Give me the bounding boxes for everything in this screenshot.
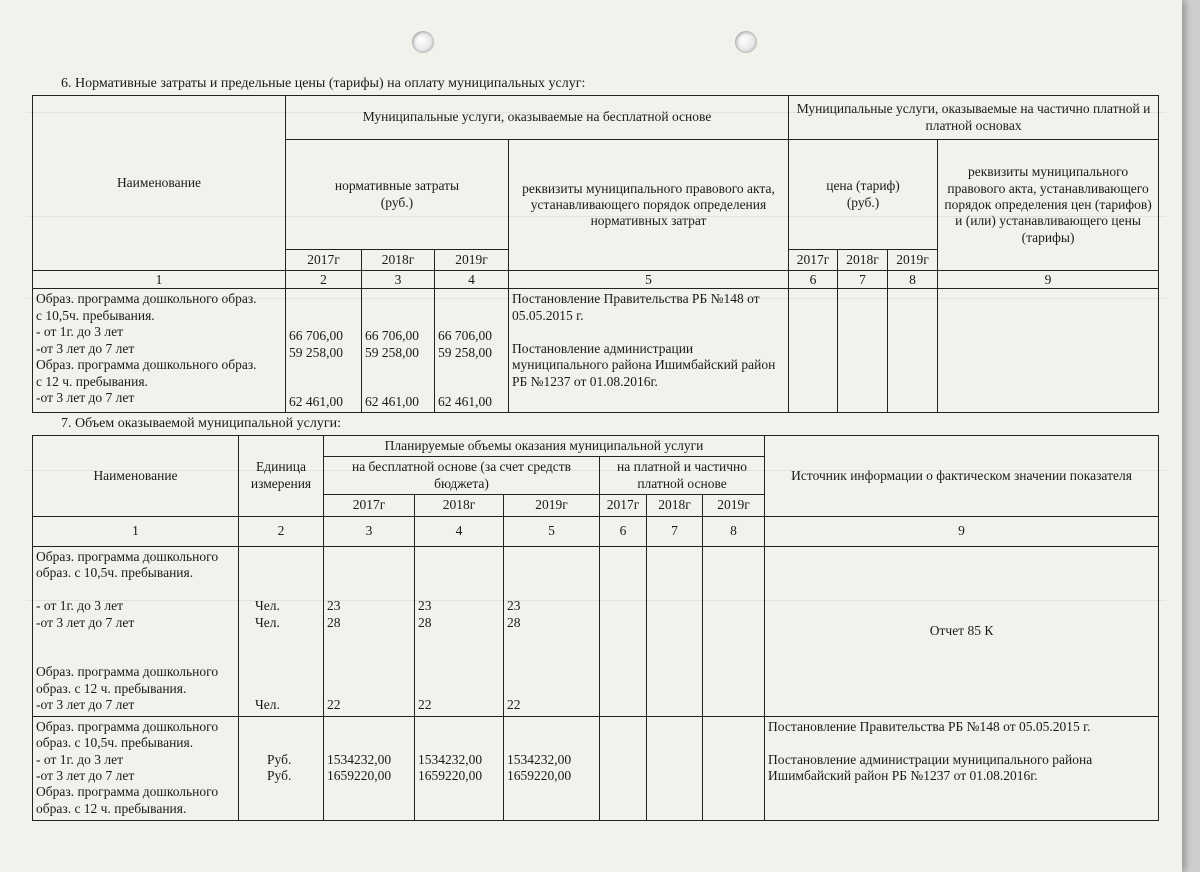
header-paid-year-2017: 2017г <box>600 495 647 516</box>
header-price-year-2018: 2018г <box>838 250 888 271</box>
column-number: 2 <box>239 516 324 546</box>
header-price: цена (тариф) (руб.) <box>789 140 938 250</box>
header-paid-year-2018: 2018г <box>647 495 703 516</box>
price-requisites <box>938 289 1159 413</box>
cost-row-name: Образ. программа дошкольного образ. с 10,5ч. пребывания. - от 1г. до 3 лет -от 3 лет до 7 лет Образ. программа дошкольного образ. с 12 ч. пребывания. <box>33 716 239 820</box>
column-number: 8 <box>703 516 765 546</box>
volume-2018: 23 28 22 <box>415 546 504 716</box>
section6-heading: 6. Нормативные затраты и предельные цены (тарифы) на оплату муниципальных услуг: <box>61 76 586 91</box>
norm-cost-2018: 66 706,00 59 258,00 62 461,00 <box>362 289 435 413</box>
norm-requisites: Постановление Правительства РБ №148 от 05.05.2015 г. Постановление администрации муниципального района Ишимбайский район РБ №1237 от 01.08.2016г. <box>509 289 789 413</box>
volume-paid-2018 <box>647 546 703 716</box>
header-free-group: Муниципальные услуги, оказываемые на бесплатной основе <box>286 96 789 140</box>
cost-row-unit: Руб. Руб. <box>239 716 324 820</box>
column-number: 1 <box>33 516 239 546</box>
header-year-2017: 2017г <box>324 495 415 516</box>
norm-costs-table <box>32 95 1159 413</box>
cost-2017: 1534232,00 1659220,00 <box>324 716 415 820</box>
cost-paid-2017 <box>600 716 647 820</box>
cost-2019: 1534232,00 1659220,00 <box>504 716 600 820</box>
column-number: 3 <box>362 271 435 289</box>
column-number: 4 <box>435 271 509 289</box>
column-number: 4 <box>415 516 504 546</box>
volume-row-unit: Чел. Чел. Чел. <box>239 546 324 716</box>
volume-row-name: Образ. программа дошкольного образ. с 10,5ч. пребывания. - от 1г. до 3 лет -от 3 лет до 7 лет Образ. программа дошкольного образ. с 12 ч. пребывания. -от 3 лет до 7 лет <box>33 546 239 716</box>
service-volume-table <box>32 435 1159 821</box>
column-number: 2 <box>286 271 362 289</box>
column-number: 9 <box>938 271 1159 289</box>
header-norm-costs: нормативные затраты (руб.) <box>286 140 509 250</box>
header-norm-requisites: реквизиты муниципального правового акта, устанавливающего порядок определения нормативных затрат <box>509 140 789 271</box>
header-price-year-2019: 2019г <box>888 250 938 271</box>
header-year-2017: 2017г <box>286 250 362 271</box>
service-name: Образ. программа дошкольного образ. с 10,5ч. пребывания. - от 1г. до 3 лет -от 3 лет до 7 лет Образ. программа дошкольного образ. с 12 ч. пребывания. -от 3 лет до 7 лет <box>33 289 286 413</box>
price-2018 <box>838 289 888 413</box>
price-2019 <box>888 289 938 413</box>
section7-heading: 7. Объем оказываемой муниципальной услуги: <box>61 416 341 431</box>
header-planned: Планируемые объемы оказания муниципальной услуги <box>324 436 765 457</box>
column-number: 5 <box>504 516 600 546</box>
column-number: 7 <box>647 516 703 546</box>
norm-cost-2017: 66 706,00 59 258,00 62 461,00 <box>286 289 362 413</box>
header-price-requisites: реквизиты муниципального правового акта, устанавливающего порядок определения цен (тарифов) и (или) устанавливающего цены (тарифы) <box>938 140 1159 271</box>
header-year-2019: 2019г <box>435 250 509 271</box>
column-number: 6 <box>789 271 838 289</box>
volume-2017: 23 28 22 <box>324 546 415 716</box>
column-number: 8 <box>888 271 938 289</box>
cost-paid-2019 <box>703 716 765 820</box>
column-number: 3 <box>324 516 415 546</box>
column-number: 6 <box>600 516 647 546</box>
header-paid: на платной и частично платной основе <box>600 457 765 495</box>
volume-paid-2017 <box>600 546 647 716</box>
header-name: Наименование <box>33 96 286 271</box>
column-number: 1 <box>33 271 286 289</box>
header-year-2018: 2018г <box>415 495 504 516</box>
column-number: 7 <box>838 271 888 289</box>
volume-source: Отчет 85 К <box>765 546 1159 716</box>
volume-2019: 23 28 22 <box>504 546 600 716</box>
header-free: на бесплатной основе (за счет средств бюджета) <box>324 457 600 495</box>
punch-hole <box>412 31 434 53</box>
header-price-year-2017: 2017г <box>789 250 838 271</box>
cost-paid-2018 <box>647 716 703 820</box>
header-name: Наименование <box>33 436 239 517</box>
header-year-2018: 2018г <box>362 250 435 271</box>
header-year-2019: 2019г <box>504 495 600 516</box>
volume-paid-2019 <box>703 546 765 716</box>
header-source: Источник информации о фактическом значении показателя <box>765 436 1159 517</box>
header-paid-year-2019: 2019г <box>703 495 765 516</box>
norm-cost-2019: 66 706,00 59 258,00 62 461,00 <box>435 289 509 413</box>
cost-2018: 1534232,00 1659220,00 <box>415 716 504 820</box>
price-2017 <box>789 289 838 413</box>
column-number: 5 <box>509 271 789 289</box>
column-number: 9 <box>765 516 1159 546</box>
punch-hole <box>735 31 757 53</box>
header-paid-group: Муниципальные услуги, оказываемые на частично платной и платной основах <box>789 96 1159 140</box>
header-unit: Единица измерения <box>239 436 324 517</box>
cost-source: Постановление Правительства РБ №148 от 05.05.2015 г. Постановление администрации муниципального района Ишимбайский район РБ №1237 от 01.08.2016г. <box>765 716 1159 820</box>
